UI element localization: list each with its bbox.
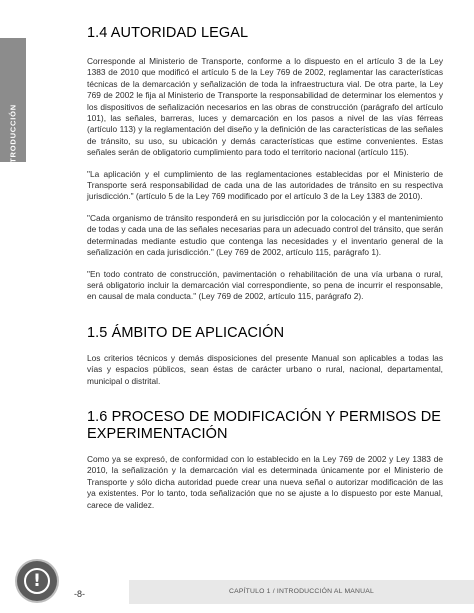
paragraph: Como ya se expresó, de conformidad con lo establecido en la Ley 769 de 2002 y Ley 1383 de 2010, la señalización y la demarcación vial es determinada únicamente por el Ministerio de Transporte y sólo dicha autoridad puede crear una nueva señal o autorizar modificación de las ya existentes. Por lo tanto, toda señalización que no se ajuste a lo dispuesto por este Manual, carece de validez. bbox=[87, 453, 443, 510]
warning-badge bbox=[17, 561, 57, 601]
paragraph: Corresponde al Ministerio de Transporte, conforme a lo dispuesto en el artículo 3 de la Ley 1383 de 2010 que modificó el artículo 5 de la Ley 769 de 2002, reglamentar las características técnicas de la demarcación y señalización de toda la infraestructura vial. De otra parte, la Ley 769 de 2002 le fija al Ministerio de Transporte la responsabilidad de determinar los elementos y los dispositivos de señalización necesarios en las obras de construcción (parágrafo del artículo 101), las señales, barreras, luces y demarcación en los pasos a nivel de las vías férreas (artículo 113) y la reglamentación del diseño y la definición de las características de las señales de tránsito, su uso, su ubicación y demás características que estime convenientes. Estas señales serán de obligatorio cumplimiento para todo el territorio nacional (artículo 115). bbox=[87, 56, 443, 158]
footer-bar bbox=[129, 580, 474, 604]
chapter-label: CAPÍTULO 1 / INTRODUCCIÓN AL MANUAL bbox=[229, 588, 374, 595]
page-number: -8- bbox=[74, 589, 85, 599]
paragraph: Los criterios técnicos y demás disposiciones del presente Manual son aplicables a todas las vías y espacios públicos, sean éstas de carácter urbano o rural, nacional, departamental, municipal o distrital. bbox=[87, 352, 443, 386]
section-heading-modificacion: 1.6 PROCESO DE MODIFICACIÓN Y PERMISOS DE EXPERIMENTACIÓN bbox=[87, 408, 442, 442]
side-tab-label: INTRODUCCIÓN bbox=[8, 104, 18, 172]
paragraph: "Cada organismo de tránsito responderá en su jurisdicción por la colocación y el mantenimiento de todas y cada una de las señales necesarias para un adecuado control del tránsito, que serán determinadas mediante estudio que contenga las necesidades y el inventario general de la señalización en cada jurisdicción." (Ley 769 de 2002, artículo 115, parágrafo 1). bbox=[87, 212, 443, 258]
section-heading-ambito: 1.5 ÁMBITO DE APLICACIÓN bbox=[87, 324, 285, 341]
section-heading-autoridad-legal: 1.4 AUTORIDAD LEGAL bbox=[87, 25, 249, 41]
side-tab bbox=[0, 38, 26, 172]
paragraph: "La aplicación y el cumplimiento de las reglamentaciones establecidas por el Ministerio de Transporte será responsabilidad de cada una de las autoridades de tránsito en su respectiva jurisdicción." (artículo 5 de la Ley 769 modificado por el artículo 3 de la Ley 1383 de 2010). bbox=[87, 168, 443, 202]
exclamation-icon: ! bbox=[24, 568, 50, 594]
content-column bbox=[87, 25, 443, 511]
paragraph: "En todo contrato de construcción, pavimentación o rehabilitación de una vía urbana o rural, será obligatorio incluir la demarcación vial correspondiente, so pena de incurrir el responsable, en causal de mala conducta." (Ley 769 de 2002, artículo 115, parágrafo 2). bbox=[87, 268, 443, 302]
